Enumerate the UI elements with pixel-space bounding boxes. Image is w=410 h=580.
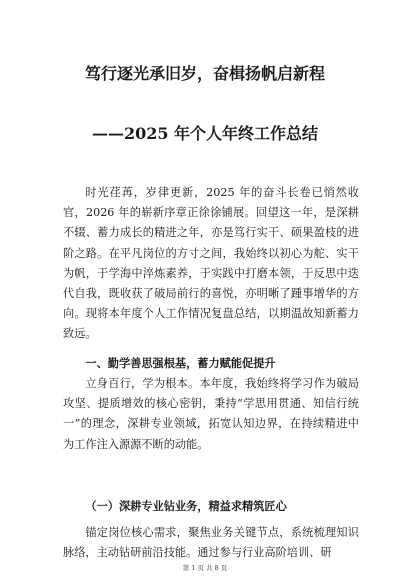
page-number-footer: 第 1 页 共 8 页 [182,564,228,572]
body-paragraph-section-1: 立身百行，学为根本。本年度，我始终将学习作为破局攻坚、提质增效的核心密钥，秉持“学思用贯通、知信行统一”的理念，深耕专业领域，拓宽认知边界，在持续精进中为工作注入源源不断的动能。 [63,377,359,451]
document-title: 笃行逐光承旧岁，奋楫扬帆启新程 [84,64,325,83]
document-subtitle: ——2025 年个人年终工作总结 [91,124,319,143]
body-paragraph-intro: 时光荏苒，岁律更新，2025 年的奋斗长卷已悄然收官，2026 年的崭新序章正徐徐铺展。回望这一年，是深耕不辍、蓄力成长的精进之年，亦是笃行实干、硕果盈枝的进阶之路。在平凡岗位的方寸之间，我始终以初心为舵、实干为帆，于学海中淬炼素养，于实践中打磨本领，于反思中迭代自我，既收获了破局前行的喜悦，亦明晰了踵事增华的方向。现将本年度个人工作情况复盘总结，以期温故知新蓄力致远。 [63,186,359,341]
body-paragraph-subsection-1: 锚定岗位核心需求，聚焦业务关键节点，系统梳理知识脉络，主动钻研前沿技能。通过参与行业高阶培训、研 [63,526,359,560]
subsection-heading-1: （一）深耕专业钻业务，精益求精筑匠心 [85,499,287,513]
section-heading-1: 一、勤学善思强根基，蓄力赋能促提升 [85,356,276,370]
